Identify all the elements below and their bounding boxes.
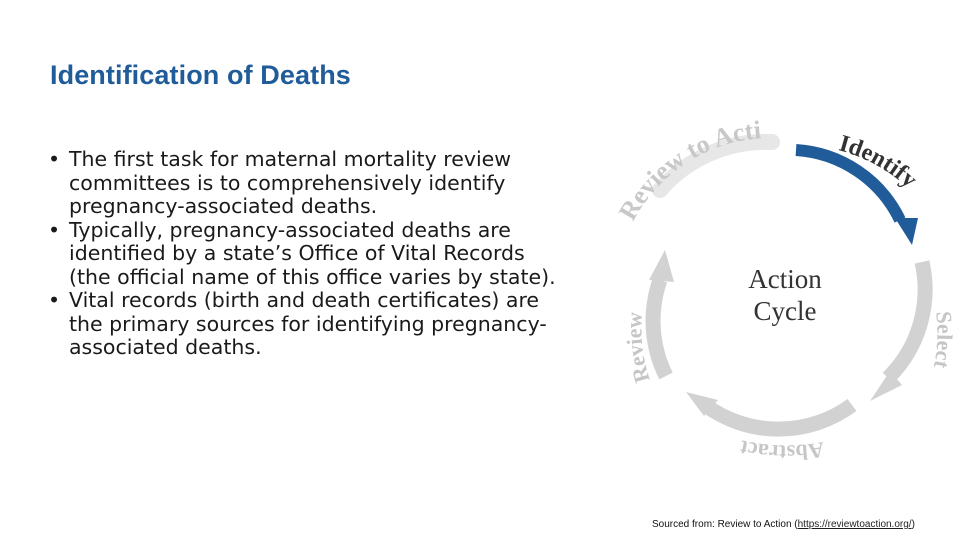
arc-select [888, 262, 925, 378]
footnote-prefix: Sourced from: Review to Action ( [652, 519, 798, 530]
arrowhead-review [649, 250, 674, 282]
cycle-center-label [700, 263, 870, 327]
source-footnote [652, 519, 915, 530]
arc-review [653, 280, 666, 376]
bullet-text: The first task for maternal mortality review committees is to comprehensively identify pregnancy-associated deaths. [69, 147, 512, 218]
footnote-link[interactable]: https://reviewtoaction.org/ [797, 519, 912, 530]
bullet-dot: • [48, 288, 61, 312]
cycle-center-line-2: Cycle [753, 296, 817, 326]
slide-title: Identification of Deaths [50, 60, 351, 90]
label-abstract: Abstract [737, 435, 826, 466]
bullet-text: Typically, pregnancy-associated deaths are identified by a state’s Office of Vital Records (the official name of this office varies by state). [69, 217, 556, 289]
bullet-dot: • [48, 217, 61, 242]
arc-abstract [705, 405, 852, 429]
bullet-dot: • [48, 147, 61, 171]
bullet-text: Vital records (birth and death certificates) are the primary sources for identifying pregnancy-associated deaths. [69, 288, 547, 359]
label-review-to-action: Review to Acti [612, 115, 763, 225]
bullet-item [48, 219, 568, 290]
bullet-list [48, 148, 568, 360]
label-select: Select [928, 310, 958, 371]
bullet-item [48, 289, 568, 360]
label-review: Review [621, 311, 655, 386]
footnote-suffix: ) [911, 519, 915, 530]
bullet-item [48, 148, 568, 219]
cycle-center-line-1: Action [748, 264, 822, 294]
label-identify: Identify [836, 130, 922, 194]
arrowhead-identify [895, 218, 918, 245]
